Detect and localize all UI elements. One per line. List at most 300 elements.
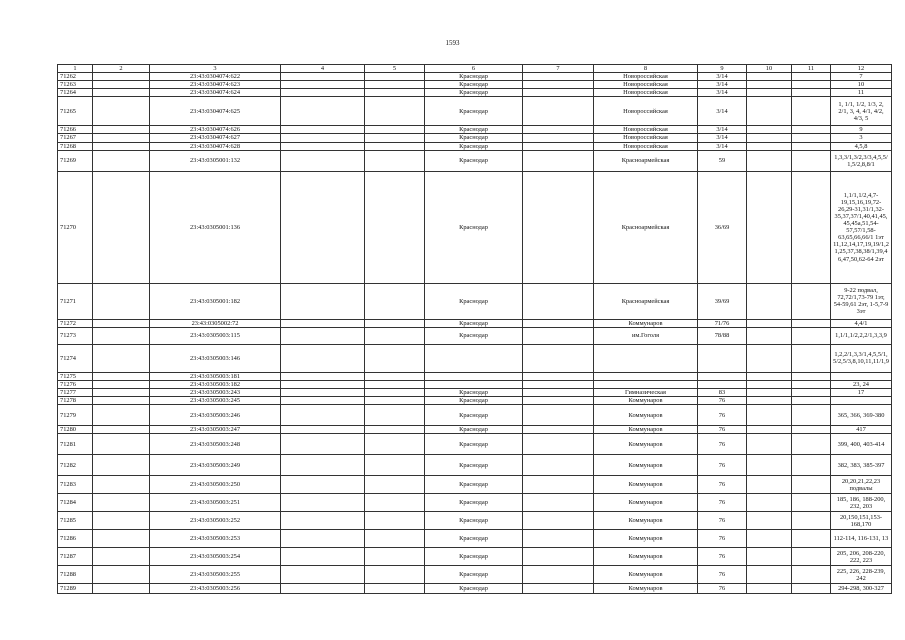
table-cell xyxy=(365,150,425,171)
table-cell xyxy=(93,548,150,566)
table-row xyxy=(58,134,892,142)
table-cell: 23:43:0305003:243 xyxy=(150,388,281,396)
table-cell: 71288 xyxy=(58,566,93,584)
table-cell xyxy=(281,494,365,512)
table-cell: 76 xyxy=(698,584,747,594)
table-cell: Краснодар xyxy=(425,327,523,344)
table-cell xyxy=(93,319,150,327)
table-cell xyxy=(747,494,792,512)
table-cell: 76 xyxy=(698,548,747,566)
table-cell xyxy=(365,388,425,396)
table-cell xyxy=(747,455,792,476)
table-cell xyxy=(594,372,698,380)
table-cell xyxy=(281,134,365,142)
table-cell xyxy=(365,142,425,150)
table-cell: 71278 xyxy=(58,397,93,405)
table-cell: 71279 xyxy=(58,405,93,426)
table-cell: 11 xyxy=(831,89,892,97)
table-cell: 71266 xyxy=(58,126,93,134)
table-cell xyxy=(594,344,698,372)
table-cell: 23:43:0305003:246 xyxy=(150,405,281,426)
table-cell xyxy=(365,126,425,134)
table-row xyxy=(58,530,892,548)
table-cell xyxy=(747,283,792,319)
table-row xyxy=(58,97,892,126)
table-cell xyxy=(425,372,523,380)
table-cell xyxy=(523,455,594,476)
table-row xyxy=(58,434,892,455)
table-cell: 9-22 подвал, 72,72/1,73-79 1эт, 54-59,61 2эт, 1-5,7-9 3эт xyxy=(831,283,892,319)
table-cell xyxy=(594,380,698,388)
table-cell xyxy=(365,426,425,434)
table-cell: 71262 xyxy=(58,73,93,81)
table-cell xyxy=(93,73,150,81)
table-cell xyxy=(523,319,594,327)
table-cell: Краснодар xyxy=(425,426,523,434)
table-cell: 399, 400, 403-414 xyxy=(831,434,892,455)
table-cell xyxy=(792,319,831,327)
table-cell: Коммунаров xyxy=(594,476,698,494)
page-number: 1593 xyxy=(445,39,460,47)
table-row xyxy=(58,142,892,150)
table-cell: Коммунаров xyxy=(594,566,698,584)
table-cell xyxy=(281,150,365,171)
table-cell xyxy=(281,388,365,396)
table-cell xyxy=(93,372,150,380)
table-cell xyxy=(747,476,792,494)
table-cell: Краснодар xyxy=(425,455,523,476)
table-cell xyxy=(93,97,150,126)
table-cell xyxy=(93,530,150,548)
registry-table xyxy=(57,64,892,594)
table-cell xyxy=(365,319,425,327)
table-row xyxy=(58,73,892,81)
table-cell xyxy=(523,81,594,89)
table-cell: 23:43:0305003:252 xyxy=(150,512,281,530)
table-cell: Коммунаров xyxy=(594,319,698,327)
table-cell: 71272 xyxy=(58,319,93,327)
table-cell: 76 xyxy=(698,434,747,455)
table-cell xyxy=(93,81,150,89)
table-cell: Новороссийская xyxy=(594,89,698,97)
table-cell xyxy=(747,548,792,566)
table-cell xyxy=(281,530,365,548)
table-cell xyxy=(93,584,150,594)
table-cell xyxy=(281,171,365,283)
table-cell xyxy=(93,405,150,426)
table-cell xyxy=(698,380,747,388)
table-cell xyxy=(747,134,792,142)
table-cell xyxy=(792,142,831,150)
table-cell: 71285 xyxy=(58,512,93,530)
table-cell: 76 xyxy=(698,405,747,426)
table-cell xyxy=(365,97,425,126)
table-cell: 71264 xyxy=(58,89,93,97)
table-cell xyxy=(365,344,425,372)
table-cell: 71280 xyxy=(58,426,93,434)
table-cell xyxy=(831,372,892,380)
column-header: 8 xyxy=(594,65,698,73)
table-cell: 71265 xyxy=(58,97,93,126)
table-cell: Краснодар xyxy=(425,397,523,405)
table-row xyxy=(58,171,892,283)
table-cell: Новороссийская xyxy=(594,126,698,134)
table-cell xyxy=(747,426,792,434)
table-cell: 382, 383, 385-397 xyxy=(831,455,892,476)
table-body xyxy=(58,73,892,594)
table-cell xyxy=(792,455,831,476)
table-cell: Коммунаров xyxy=(594,426,698,434)
table-cell xyxy=(365,283,425,319)
table-cell xyxy=(93,89,150,97)
table-row xyxy=(58,548,892,566)
table-cell xyxy=(792,548,831,566)
table-cell: 1,2,2/1,3,3/1,4,5,5/1,5/2,5/3,8,10,11,11/1,9 xyxy=(831,344,892,372)
table-row xyxy=(58,380,892,388)
table-cell xyxy=(93,397,150,405)
table-cell xyxy=(93,142,150,150)
column-header: 3 xyxy=(150,65,281,73)
table-cell xyxy=(281,89,365,97)
table-cell xyxy=(365,397,425,405)
table-cell: 225, 226, 228-239, 242 xyxy=(831,566,892,584)
table-cell: 23:43:0304074:622 xyxy=(150,73,281,81)
table-row xyxy=(58,89,892,97)
table-cell: Краснодар xyxy=(425,283,523,319)
table-cell xyxy=(365,171,425,283)
table-cell xyxy=(365,380,425,388)
table-row xyxy=(58,397,892,405)
table-cell: 71289 xyxy=(58,584,93,594)
table-cell: Краснодар xyxy=(425,512,523,530)
table-cell xyxy=(523,476,594,494)
table-cell: Коммунаров xyxy=(594,530,698,548)
table-cell xyxy=(281,126,365,134)
table-cell: 4,4/1 xyxy=(831,319,892,327)
table-cell xyxy=(93,134,150,142)
table-cell xyxy=(792,327,831,344)
table-row xyxy=(58,283,892,319)
table-cell xyxy=(281,584,365,594)
table-cell: 71284 xyxy=(58,494,93,512)
table-cell xyxy=(93,171,150,283)
table-cell: 1, 1/1, 1/2, 1/3, 2, 2/1, 3, 4, 4/1, 4/2, 4/3, 5 xyxy=(831,97,892,126)
table-cell: 185, 186, 188-200, 232, 203 xyxy=(831,494,892,512)
column-header: 7 xyxy=(523,65,594,73)
table-cell: 71271 xyxy=(58,283,93,319)
table-cell xyxy=(93,126,150,134)
table-cell: 23:43:0305003:182 xyxy=(150,380,281,388)
table-row xyxy=(58,512,892,530)
table-cell xyxy=(792,283,831,319)
table-cell: 3/14 xyxy=(698,134,747,142)
table-cell xyxy=(365,548,425,566)
table-cell xyxy=(523,327,594,344)
table-row xyxy=(58,455,892,476)
table-cell: Краснодар xyxy=(425,434,523,455)
table-cell: Новороссийская xyxy=(594,134,698,142)
table-cell: 23:43:0305003:181 xyxy=(150,372,281,380)
table-cell: Коммунаров xyxy=(594,548,698,566)
table-row xyxy=(58,150,892,171)
table-cell xyxy=(747,405,792,426)
table-cell xyxy=(281,434,365,455)
table-cell: 23:43:0304074:625 xyxy=(150,97,281,126)
table-row xyxy=(58,319,892,327)
table-cell xyxy=(747,327,792,344)
table-cell xyxy=(93,283,150,319)
table-cell: 3/14 xyxy=(698,97,747,126)
table-row xyxy=(58,327,892,344)
table-cell xyxy=(523,380,594,388)
table-cell xyxy=(523,548,594,566)
table-cell xyxy=(747,171,792,283)
table-cell: 23:43:0305003:253 xyxy=(150,530,281,548)
table-cell xyxy=(93,434,150,455)
table-cell: 23:43:0305003:254 xyxy=(150,548,281,566)
table-cell xyxy=(747,126,792,134)
table-cell: 71281 xyxy=(58,434,93,455)
table-cell xyxy=(281,81,365,89)
table-cell xyxy=(523,283,594,319)
table-cell: 7 xyxy=(831,73,892,81)
table-cell xyxy=(792,566,831,584)
table-cell: 71283 xyxy=(58,476,93,494)
table-cell xyxy=(281,380,365,388)
table-cell: Краснодар xyxy=(425,81,523,89)
table-cell xyxy=(365,134,425,142)
table-cell xyxy=(792,380,831,388)
table-row xyxy=(58,584,892,594)
table-cell: 78/88 xyxy=(698,327,747,344)
table-cell: 20,150,151,153-168,170 xyxy=(831,512,892,530)
table-cell: 76 xyxy=(698,566,747,584)
table-cell xyxy=(747,344,792,372)
column-header: 10 xyxy=(747,65,792,73)
table-cell xyxy=(747,530,792,548)
table-cell xyxy=(281,566,365,584)
table-cell xyxy=(523,171,594,283)
table-cell xyxy=(747,81,792,89)
table-cell xyxy=(281,344,365,372)
table-cell: 76 xyxy=(698,476,747,494)
table-cell xyxy=(365,566,425,584)
column-header: 5 xyxy=(365,65,425,73)
table-cell xyxy=(792,134,831,142)
table-cell xyxy=(523,134,594,142)
table-cell: 71270 xyxy=(58,171,93,283)
table-cell xyxy=(93,344,150,372)
table-cell: 76 xyxy=(698,397,747,405)
table-cell: Краснодар xyxy=(425,405,523,426)
table-cell: Новороссийская xyxy=(594,73,698,81)
table-cell: 76 xyxy=(698,512,747,530)
table-cell xyxy=(365,405,425,426)
table-cell xyxy=(698,372,747,380)
table-cell: 10 xyxy=(831,81,892,89)
table-cell: 71274 xyxy=(58,344,93,372)
table-cell xyxy=(792,426,831,434)
table-row xyxy=(58,566,892,584)
table-cell: 23:43:0305002:72 xyxy=(150,319,281,327)
table-cell xyxy=(425,344,523,372)
table-cell: 3/14 xyxy=(698,89,747,97)
table-cell xyxy=(281,372,365,380)
table-cell xyxy=(792,150,831,171)
table-cell xyxy=(792,89,831,97)
table-cell xyxy=(281,548,365,566)
table-cell: 71267 xyxy=(58,134,93,142)
table-cell xyxy=(792,494,831,512)
table-cell: 23:43:0304074:624 xyxy=(150,89,281,97)
table-cell: им.Гоголя xyxy=(594,327,698,344)
table-cell xyxy=(281,426,365,434)
table-cell: 1,3,3/1,3/2,3/3,4,5,5/1,5/2,8,8/1 xyxy=(831,150,892,171)
table-cell xyxy=(792,73,831,81)
table-cell xyxy=(523,388,594,396)
table-cell xyxy=(792,344,831,372)
column-header: 6 xyxy=(425,65,523,73)
table-cell: 71276 xyxy=(58,380,93,388)
table-cell: Краснодар xyxy=(425,89,523,97)
table-cell: 23:43:0305003:250 xyxy=(150,476,281,494)
table-row xyxy=(58,476,892,494)
table-cell xyxy=(365,512,425,530)
table-cell: 294-298, 300-327 xyxy=(831,584,892,594)
table-cell: 17 xyxy=(831,388,892,396)
table-cell xyxy=(93,380,150,388)
table-cell: 205, 206, 208-220, 222, 223 xyxy=(831,548,892,566)
table-cell xyxy=(747,142,792,150)
table-cell xyxy=(281,142,365,150)
table-cell xyxy=(523,73,594,81)
table-cell xyxy=(365,530,425,548)
table-cell: 365, 366, 369-380 xyxy=(831,405,892,426)
table-cell: 23:43:0305001:136 xyxy=(150,171,281,283)
table-row xyxy=(58,344,892,372)
table-cell: 71282 xyxy=(58,455,93,476)
table-cell xyxy=(747,397,792,405)
table-cell xyxy=(747,89,792,97)
table-cell xyxy=(747,150,792,171)
table-cell: 71286 xyxy=(58,530,93,548)
table-cell: 23:43:0304074:628 xyxy=(150,142,281,150)
table-cell: 76 xyxy=(698,530,747,548)
table-cell: 23:43:0305003:251 xyxy=(150,494,281,512)
table-cell: 3/14 xyxy=(698,126,747,134)
table-cell xyxy=(365,494,425,512)
column-header: 11 xyxy=(792,65,831,73)
table-cell: 23:43:0304074:623 xyxy=(150,81,281,89)
table-cell xyxy=(281,283,365,319)
table-cell: Краснодар xyxy=(425,530,523,548)
table-cell xyxy=(698,344,747,372)
table-cell xyxy=(523,344,594,372)
table-cell: 76 xyxy=(698,426,747,434)
table-cell: Краснодар xyxy=(425,73,523,81)
table-cell: 23:43:0305003:247 xyxy=(150,426,281,434)
table-header-row xyxy=(58,65,892,73)
table-cell: Коммунаров xyxy=(594,494,698,512)
table-cell xyxy=(523,142,594,150)
table-cell: Краснодар xyxy=(425,126,523,134)
table-cell: 71277 xyxy=(58,388,93,396)
table-cell xyxy=(365,81,425,89)
table-cell xyxy=(792,584,831,594)
table-cell xyxy=(792,388,831,396)
table-cell: Краснодар xyxy=(425,566,523,584)
table-cell: 23:43:0305003:255 xyxy=(150,566,281,584)
table-cell xyxy=(365,372,425,380)
table-cell xyxy=(281,319,365,327)
table-cell: 3/14 xyxy=(698,81,747,89)
table-cell: 71268 xyxy=(58,142,93,150)
column-header: 2 xyxy=(93,65,150,73)
table-cell: 71287 xyxy=(58,548,93,566)
table-cell xyxy=(523,372,594,380)
column-header: 12 xyxy=(831,65,892,73)
table-cell: 83 xyxy=(698,388,747,396)
table-cell xyxy=(747,388,792,396)
table-cell xyxy=(747,97,792,126)
table-cell xyxy=(792,126,831,134)
table-cell: Краснодар xyxy=(425,494,523,512)
table-cell xyxy=(792,434,831,455)
table-cell xyxy=(747,584,792,594)
table-cell: Краснодар xyxy=(425,319,523,327)
table-cell xyxy=(365,455,425,476)
table-cell xyxy=(93,327,150,344)
table-row xyxy=(58,126,892,134)
table-row xyxy=(58,405,892,426)
table-cell: Красноармейская xyxy=(594,283,698,319)
table-cell xyxy=(523,97,594,126)
table-cell xyxy=(93,476,150,494)
table-cell: 417 xyxy=(831,426,892,434)
table-cell: Коммунаров xyxy=(594,512,698,530)
table-cell: 4,5,8 xyxy=(831,142,892,150)
table-cell: 3/14 xyxy=(698,142,747,150)
table-cell xyxy=(792,512,831,530)
table-cell xyxy=(365,327,425,344)
table-cell xyxy=(747,566,792,584)
table-cell: Краснодар xyxy=(425,97,523,126)
table-cell xyxy=(523,512,594,530)
table-cell xyxy=(747,380,792,388)
table-cell xyxy=(365,73,425,81)
table-cell: 76 xyxy=(698,494,747,512)
table-cell xyxy=(523,397,594,405)
table-cell xyxy=(281,512,365,530)
table-cell: Гимназическая xyxy=(594,388,698,396)
table-cell xyxy=(365,89,425,97)
table-cell: Коммунаров xyxy=(594,397,698,405)
table-row xyxy=(58,372,892,380)
table-cell: Коммунаров xyxy=(594,584,698,594)
table-cell xyxy=(792,476,831,494)
table-cell xyxy=(523,566,594,584)
table-cell xyxy=(93,150,150,171)
table-cell: 71269 xyxy=(58,150,93,171)
table-cell xyxy=(425,380,523,388)
table-cell xyxy=(365,434,425,455)
table-cell xyxy=(792,405,831,426)
table-cell xyxy=(523,426,594,434)
column-header: 1 xyxy=(58,65,93,73)
table-cell xyxy=(281,455,365,476)
table-cell: Коммунаров xyxy=(594,434,698,455)
table-cell: 23:43:0304074:626 xyxy=(150,126,281,134)
